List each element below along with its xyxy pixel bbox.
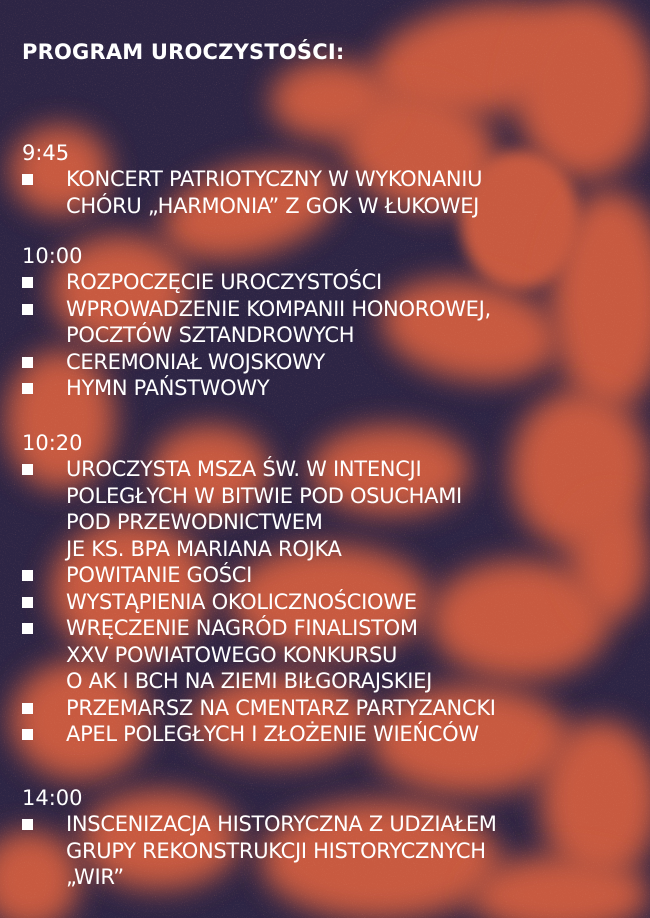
agenda-item-text: PRZEMARSZ NA CMENTARZ PARTYZANCKI (66, 695, 496, 720)
agenda-item (0, 296, 636, 349)
agenda-item-text: APEL POLEGŁYCH I ZŁOŻENIE WIEŃCÓW (66, 722, 479, 746)
time-label: 9:45 (22, 141, 70, 165)
time-label: 14:00 (22, 786, 83, 810)
agenda-list (0, 166, 636, 219)
agenda-list (0, 456, 636, 748)
agenda-item-text: INSCENIZACJA HISTORYCZNA Z UDZIAŁEM GRUPY REKONSTRUKCJI HISTORYCZNYCH „WIR” (66, 812, 497, 889)
square-bullet-icon (22, 304, 33, 315)
agenda-item (0, 695, 636, 722)
square-bullet-icon (22, 570, 33, 581)
agenda-item-text: POWITANIE GOŚCI (66, 563, 253, 587)
agenda-item-text: WPROWADZENIE KOMPANII HONOROWEJ, POCZTÓW SZTANDROWYCH (66, 296, 491, 347)
square-bullet-icon (22, 383, 33, 394)
agenda-item-text: WRĘCZENIE NAGRÓD FINALISTOM XXV POWIATOWEGO KONKURSU O AK I BCH NA ZIEMI BIŁGORAJSKIEJ (66, 616, 432, 693)
agenda-item-text: CEREMONIAŁ WOJSKOWY (66, 349, 326, 374)
square-bullet-icon (22, 729, 33, 740)
square-bullet-icon (22, 174, 33, 185)
agenda-item (0, 721, 636, 748)
agenda-list (0, 269, 636, 402)
square-bullet-icon (22, 464, 33, 475)
agenda-item (0, 615, 636, 695)
time-label: 10:00 (22, 244, 83, 268)
square-bullet-icon (22, 597, 33, 608)
agenda-item (0, 269, 636, 296)
agenda-item-text: WYSTĄPIENIA OKOLICZNOŚCIOWE (66, 589, 417, 614)
square-bullet-icon (22, 703, 33, 714)
square-bullet-icon (22, 623, 33, 634)
agenda-item (0, 166, 636, 219)
square-bullet-icon (22, 819, 33, 830)
agenda-item (0, 349, 636, 376)
agenda-list (0, 811, 636, 891)
agenda-item (0, 811, 636, 891)
agenda-item-text: HYMN PAŃSTWOWY (66, 376, 270, 400)
program-title: PROGRAM UROCZYSTOŚCI: (22, 40, 345, 64)
time-label: 10:20 (22, 431, 83, 455)
agenda-item-text: KONCERT PATRIOTYCZNY W WYKONANIU CHÓRU „HARMONIA” Z GOK W ŁUKOWEJ (66, 167, 483, 218)
agenda-item (0, 375, 636, 402)
agenda-item (0, 589, 636, 616)
square-bullet-icon (22, 357, 33, 368)
agenda-item (0, 456, 636, 562)
square-bullet-icon (22, 277, 33, 288)
agenda-item-text: ROZPOCZĘCIE UROCZYSTOŚCI (66, 270, 382, 294)
agenda-item (0, 562, 636, 589)
agenda-item-text: UROCZYSTA MSZA ŚW. W INTENCJI POLEGŁYCH W BITWIE POD OSUCHAMI POD PRZEWODNICTWEM JE KS. BPA MARIANA ROJKA (66, 457, 462, 561)
